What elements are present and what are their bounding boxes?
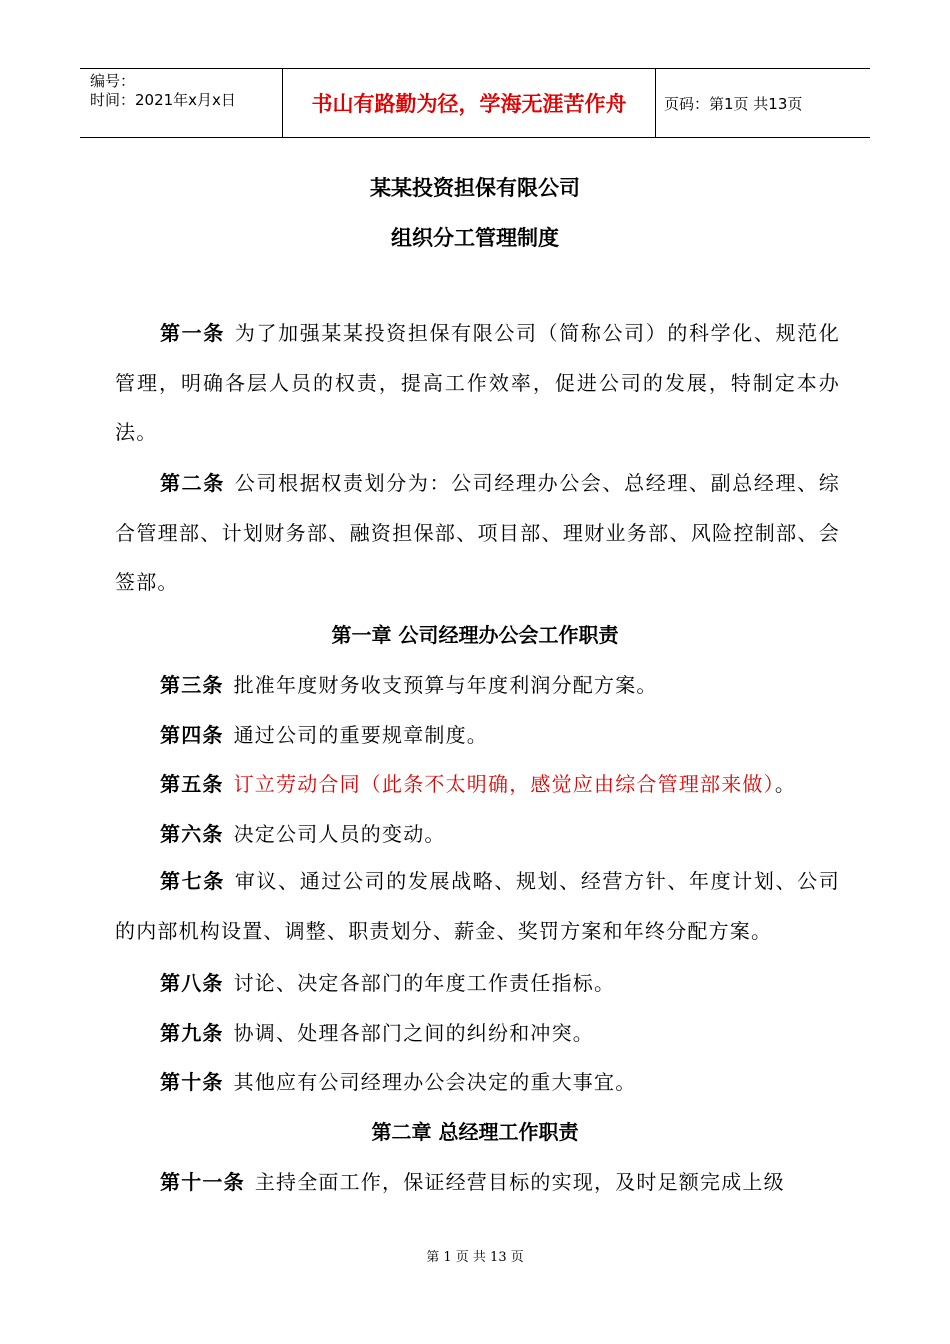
article-7-text: 审议、通过公司的发展战略、规划、经营方针、年度计划、公司的内部机构设置、调整、职责划分、薪金、奖罚方案和年终分配方案。: [115, 869, 840, 943]
page-header: [80, 68, 870, 138]
article-2-label: 第二条: [160, 471, 225, 495]
chapter-1-heading: 第一章 公司经理办公会工作职责: [331, 623, 619, 647]
article-8-label: 第八条: [160, 971, 224, 995]
doc-number-label: 编号：: [90, 72, 136, 90]
article-4-text: 通过公司的重要规章制度。: [233, 723, 489, 747]
article-5-text-red: 订立劳动合同（此条不太明确，感觉应由综合管理部来做）: [233, 772, 775, 796]
article-6: [160, 818, 850, 847]
article-11-label: 第十一条: [160, 1170, 245, 1194]
article-6-text: 决定公司人员的变动。: [233, 822, 446, 846]
article-5-tail: 。: [774, 772, 797, 796]
page-footer: 第 1 页 共 13 页: [426, 1250, 524, 1265]
article-3-label: 第三条: [160, 673, 224, 697]
article-7-label: 第七条: [160, 869, 225, 893]
article-4: [160, 719, 850, 748]
article-8-text: 讨论、决定各部门的年度工作责任指标。: [233, 971, 616, 995]
article-10: [160, 1066, 850, 1095]
article-1-text: 为了加强某某投资担保有限公司（简称公司）的科学化、规范化管理，明确各层人员的权责，提高工作效率，促进公司的发展，特制定本办法。: [115, 321, 840, 444]
article-10-label: 第十条: [160, 1070, 224, 1094]
article-8: [160, 967, 850, 996]
article-1-label: 第一条: [160, 321, 225, 345]
article-2-text: 公司根据权责划分为：公司经理办公会、总经理、副总经理、综合管理部、计划财务部、融资担保部、项目部、理财业务部、风险控制部、会签部。: [115, 471, 840, 594]
article-6-label: 第六条: [160, 822, 224, 846]
article-1: [115, 309, 840, 458]
article-9-label: 第九条: [160, 1021, 224, 1045]
article-5: [160, 768, 850, 797]
article-9-text: 协调、处理各部门之间的纠纷和冲突。: [233, 1021, 595, 1045]
document-title: 组织分工管理制度: [391, 226, 559, 250]
header-motto: 书山有路勤为径，学海无涯苦作舟: [282, 69, 656, 137]
article-2: [115, 459, 840, 608]
article-9: [160, 1017, 850, 1046]
company-title: 某某投资担保有限公司: [370, 176, 580, 200]
chapter-2-heading: 第二章 总经理工作职责: [371, 1120, 579, 1144]
article-3: [160, 669, 850, 698]
article-7: [115, 857, 840, 956]
header-meta: [80, 69, 282, 137]
header-page-info: 页码：第1页 共13页: [664, 94, 803, 113]
article-3-text: 批准年度财务收支预算与年度利润分配方案。: [233, 673, 658, 697]
doc-date-label: 时间：2021年x月x日: [90, 91, 236, 109]
article-4-label: 第四条: [160, 723, 224, 747]
article-11-text: 主持全面工作，保证经营目标的实现，及时足额完成上级: [254, 1170, 785, 1194]
article-10-text: 其他应有公司经理办公会决定的重大事宜。: [233, 1070, 637, 1094]
article-11: [160, 1166, 850, 1195]
article-5-label: 第五条: [160, 772, 224, 796]
